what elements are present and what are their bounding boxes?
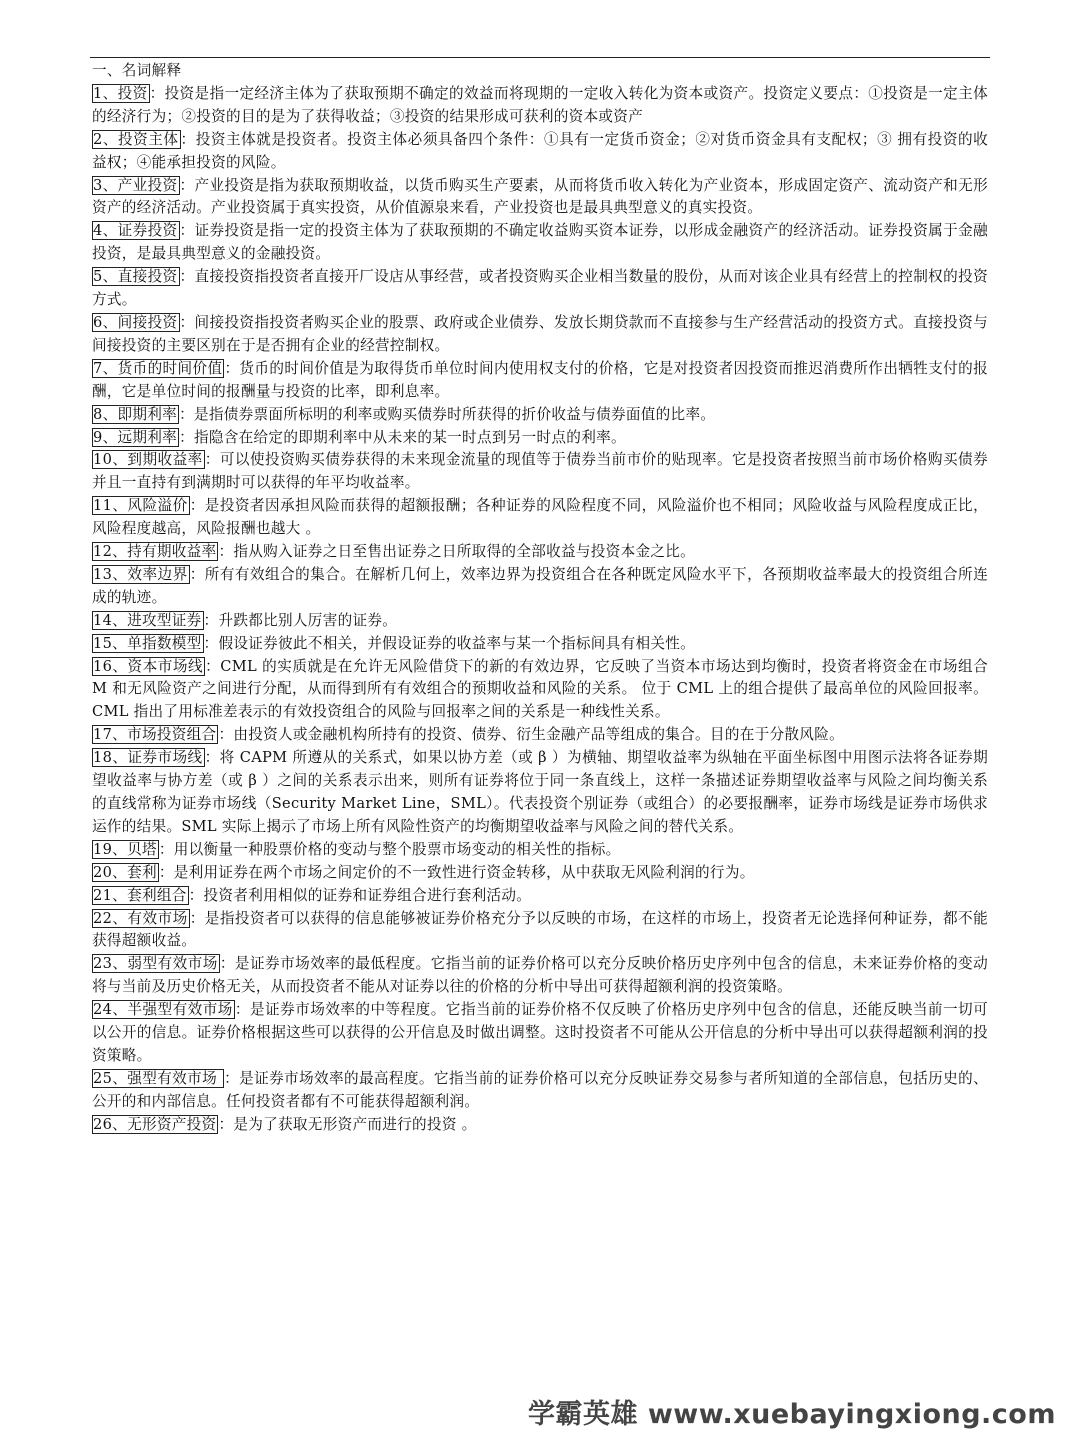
term-definition: ：是投资者因承担风险而获得的超额报酬；各种证券的风险程度不同，风险溢价也不相同；风险收益与风险程度成正比，风险程度越高，风险报酬也越大 。 [92, 497, 989, 538]
term-entry [92, 83, 988, 129]
term-definition: ：升跌都比别人厉害的证券。 [203, 611, 398, 629]
term-label: 26、无形资产投资 [93, 1115, 217, 1133]
term-label: 13、效率边界 [93, 565, 188, 583]
term-label: 24、半强型有效市场 [93, 1001, 233, 1019]
term-entry [92, 175, 988, 221]
term-label: 23、弱型有效市场 [93, 955, 218, 973]
term-definition: ：是证券市场效率的最低程度。它指当前的证券价格可以充分反映价格历史序列中包含的信息，未来证券价格的变动将与当前及历史价格无关，从而投资者不能从对证券以往的价格的分析中导出可获得超额利润的投资策略。 [92, 955, 988, 996]
term-entry [92, 266, 988, 312]
term-entry [92, 312, 988, 358]
term-entry [92, 633, 988, 656]
document-body [92, 60, 988, 1137]
term-definition: ：货币的时间价值是为取得货币单位时间内使用权支付的价格，它是对投资者因投资而推迟消费所作出牺牲支付的报酬，它是单位时间的报酬量与投资的比率，即利息率。 [92, 359, 988, 400]
term-label: 9、远期利率 [93, 428, 178, 446]
term-label: 19、贝塔 [93, 840, 157, 858]
term-definition: ：假设证券彼此不相关，并假设证券的收益率与某一个指标间具有相关性。 [203, 634, 696, 652]
term-label: 21、套利组合 [93, 886, 187, 904]
term-entry [92, 953, 988, 999]
term-entry [92, 1068, 988, 1114]
term-entry [92, 908, 988, 954]
term-label: 15、单指数模型 [93, 634, 202, 652]
term-label: 2、投资主体 [93, 130, 179, 148]
term-definition: ：证券投资是指一定的投资主体为了获取预期的不确定收益购买资本证券，以形成金融资产的经济活动。证券投资属于金融投资，是最具典型意义的金融投资。 [92, 222, 988, 263]
term-label: 17、市场投资组合 [93, 726, 217, 744]
term-entry [92, 656, 988, 725]
term-list [92, 83, 988, 1137]
term-label: 5、直接投资 [93, 268, 178, 286]
term-label: 12、持有期收益率 [93, 543, 217, 561]
term-definition: ：由投资人或金融机构所持有的投资、债券、衍生金融产品等组成的集合。目的在于分散风险。 [218, 726, 844, 744]
term-entry [92, 404, 988, 427]
term-entry [92, 541, 988, 564]
term-label: 16、资本市场线 [93, 657, 204, 675]
term-label: 14、进攻型证券 [93, 611, 202, 629]
term-definition: ：间接投资指投资者购买企业的股票、政府或企业债券、发放长期贷款而不直接参与生产经营活动的投资方式。直接投资与间接投资的主要区别在于是否拥有企业的经营控制权。 [92, 313, 988, 354]
term-label: 20、套利 [93, 863, 157, 881]
term-entry [92, 564, 988, 610]
footer-watermark: 学霸英雄 www.xuebayingxiong.com [527, 1399, 1056, 1430]
term-entry [92, 220, 988, 266]
term-definition: ：投资者利用相似的证券和证券组合进行套利活动。 [188, 886, 532, 904]
term-definition: ：是利用证券在两个市场之间定价的不一致性进行资金转移，从中获取无风险利润的行为。 [158, 863, 755, 881]
term-definition: ：可以使投资购买债券获得的未来现金流量的现值等于债券当前市价的贴现率。它是投资者按照当前市场价格购买债券并且一直持有到满期时可以获得的年平均收益率。 [92, 451, 988, 492]
term-definition: ：是指投资者可以获得的信息能够被证券价格充分予以反映的市场，在这样的市场上，投资者无论选择何种证券，都不能获得超额收益。 [92, 909, 989, 950]
term-entry [92, 747, 988, 839]
term-entry [92, 839, 988, 862]
term-entry [92, 610, 988, 633]
term-entry [92, 358, 988, 404]
term-definition: ：投资主体就是投资者。投资主体必须具备四个条件：①具有一定货币资金；②对货币资金具有支配权；③ 拥有投资的收益权；④能承担投资的风险。 [92, 130, 988, 171]
term-definition: ：指从购入证券之日至售出证券之日所取得的全部收益与投资本金之比。 [218, 543, 696, 561]
term-label: 8、即期利率 [93, 405, 178, 423]
term-entry [92, 1114, 988, 1137]
term-entry [92, 999, 988, 1068]
term-definition: ：是证券市场效率的最高程度。它指当前的证券价格可以充分反映证券交易参与者所知道的全部信息，包括历史的、公开的和内部信息。任何投资者都有不可能获得超额利润。 [92, 1069, 988, 1110]
term-label: 7、货币的时间价值 [93, 359, 223, 377]
term-definition: ：所有有效组合的集合。在解析几何上，效率边界为投资组合在各种既定风险水平下，各预期收益率最大的投资组合所连成的轨迹。 [92, 565, 989, 606]
term-definition: ：产业投资是指为获取预期收益，以货币购买生产要素，从而将货币收入转化为产业资本，形成固定资产、流动资产和无形资产的经济活动。产业投资属于真实投资，从价值源泉来看，产业投资也是最具典型意义的真实投资。 [92, 176, 988, 217]
term-entry [92, 449, 988, 495]
term-entry [92, 495, 988, 541]
term-definition: ：是指债券票面所标明的利率或购买债券时所获得的折价收益与债券面值的比率。 [179, 405, 716, 423]
term-definition: ：投资是指一定经济主体为了获取预期不确定的效益而将现期的一定收入转化为资本或资产。投资定义要点：①投资是一定主体的经济行为；②投资的目的是为了获得收益；③投资的结果形成可获利的资本或资产 [92, 84, 988, 125]
term-definition: ：是为了获取无形资产而进行的投资 。 [218, 1115, 477, 1133]
term-label: 11、风险溢价 [93, 497, 188, 515]
term-entry [92, 427, 988, 450]
term-label: 25、强型有效市场 [93, 1069, 223, 1087]
term-entry [92, 724, 988, 747]
term-definition: ：CML 的实质就是在允许无风险借贷下的新的有效边界，它反映了当资本市场达到均衡时，投资者将资金在市场组合 M 和无风险资产之间进行分配，从而得到所有有效组合的预期收益和风险的关系。 位于 CML 上的组合提供了最高单位的风险回报率。 CML 指出了用标准差表示的有效投资组合的风险与回报率之间的关系是一种线性关系。 [92, 657, 988, 721]
term-label: 1、投资 [93, 84, 148, 102]
term-definition: ：指隐含在给定的即期利率中从未来的某一时点到另一时点的利率。 [179, 428, 626, 446]
section-title: 一、名词解释 [92, 62, 182, 79]
term-definition: ：是证券市场效率的中等程度。它指当前的证券价格不仅反映了价格历史序列中包含的信息，还能反映当前一切可以公开的信息。证券价格根据这些可以获得的公开信息及时做出调整。这时投资者不可能从公开信息的分析中导出可以获得超额利润的投资策略。 [92, 1001, 988, 1064]
term-entry [92, 129, 988, 175]
term-definition: ：直接投资指投资者直接开厂设店从事经营，或者投资购买企业相当数量的股份，从而对该企业具有经营上的控制权的投资方式。 [92, 268, 988, 309]
term-label: 22、有效市场 [93, 909, 188, 927]
term-label: 10、到期收益率 [93, 451, 203, 469]
top-rule [90, 57, 990, 58]
term-entry [92, 862, 988, 885]
term-definition: ：用以衡量一种股票价格的变动与整个股票市场变动的相关性的指标。 [158, 840, 621, 858]
term-label: 3、产业投资 [93, 176, 178, 194]
term-label: 6、间接投资 [93, 313, 178, 331]
term-label: 4、证券投资 [93, 222, 178, 240]
term-label: 18、证券市场线 [93, 749, 203, 767]
term-entry [92, 885, 988, 908]
term-definition: ：将 CAPM 所遵从的关系式，如果以协方差（或 β ）为横轴、期望收益率为纵轴在平面坐标图中用图示法将各证券期望收益率与协方差（或 β ）之间的关系表示出来，则所有证券将位于同一条直线上，这样一条描述证券期望收益率与风险之间均衡关系的直线常称为证券市场线（Security Market Line，SML）。代表投资个别证券（或组合）的必要报酬率，证券市场线是证券市场供求运作的结果。SML 实际上揭示了市场上所有风险性资产的均衡期望收益率与风险之间的替代关系。 [92, 749, 988, 835]
